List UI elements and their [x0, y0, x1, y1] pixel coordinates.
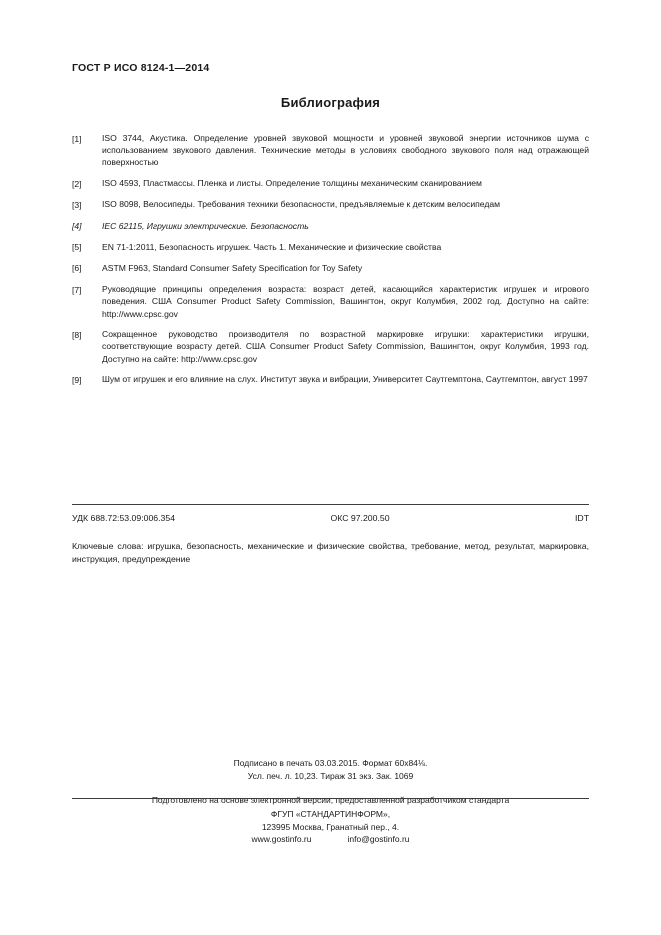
- idt-marker: IDT: [575, 513, 589, 523]
- page-title: Библиография: [280, 95, 381, 110]
- reference-text: ISO 3744, Акустика. Определение уровней звуковой мощности и уровней звуковой энергии источников шума с использованием звукового давления. Технические методы в условиях свободного звукового поля над отражающей поверхностью: [102, 133, 589, 168]
- oks-code: ОКС 97.200.50: [330, 513, 390, 523]
- publisher-name: ФГУП «СТАНДАРТИНФОРМ»,: [270, 809, 391, 819]
- reference-text: ASTM F963, Standard Consumer Safety Specification for Toy Safety: [102, 262, 363, 273]
- list-item: [72, 132, 589, 169]
- imprint-line-circulation: Усл. печ. л. 10,23. Тираж 31 экз. Зак. 1069: [247, 770, 414, 781]
- list-item: [72, 177, 589, 190]
- list-item: [72, 283, 589, 320]
- reference-text: ISO 4593, Пластмассы. Пленка и листы. Определение толщины механическим сканированием: [102, 178, 482, 189]
- reference-number: [2]: [72, 178, 82, 189]
- list-item: [72, 241, 589, 254]
- reference-number: [7]: [72, 284, 82, 295]
- imprint-line-print-date: Подписано в печать 03.03.2015. Формат 60х84⅛.: [233, 758, 428, 768]
- reference-text: EN 71-1:2011, Безопасность игрушек. Часть 1. Механические и физические свойства: [102, 241, 442, 252]
- reference-text: Шум от игрушек и его влияние на слух. Институт звука и вибрации, Университет Саутгемптона, Саутгемптон, август 1997: [102, 374, 588, 385]
- list-item: [72, 220, 589, 233]
- imprint-line-source: Подготовлено на основе электронной версии, предоставленной разработчиком стандарта: [151, 795, 510, 805]
- reference-number: [4]: [72, 221, 82, 232]
- reference-text: Руководящие принципы определения возраста: возраст детей, касающийся характеристик игрушек и игрового поведения. США Consumer Product Safety Commission, Вашингтон, округ Колумбия, 2002 год. Доступно на сайте: http://www.cpsc.gov: [102, 284, 589, 319]
- colophon-block: [0, 808, 661, 846]
- imprint-block: [0, 757, 661, 807]
- reference-number: [1]: [72, 133, 82, 144]
- reference-text: IEC 62115, Игрушки электрические. Безопасность: [102, 220, 309, 231]
- divider-bottom: [72, 798, 589, 799]
- list-item: [72, 262, 589, 275]
- reference-text: ISO 8098, Велосипеды. Требования техники безопасности, предъявляемые к детским велосипедам: [102, 199, 501, 210]
- publisher-address: 123995 Москва, Гранатный пер., 4.: [261, 821, 400, 832]
- keywords-paragraph: Ключевые слова: игрушка, безопасность, механические и физические свойства, требование, метод, результат, маркировка, инструкция, предупреждение: [72, 541, 589, 564]
- classification-row: [72, 513, 589, 523]
- list-item: [72, 373, 589, 386]
- reference-text: Сокращенное руководство производителя по возрастной маркировке игрушки: характеристики игрушки, соответствующие возрасту детей. США Consumer Product Safety Commission, Вашингтон, округ Колумбия, 1993 год. Доступно на сайте: http://www.cpsc.gov: [102, 329, 589, 364]
- udk-code: УДК 688.72:53.09:006.354: [72, 513, 176, 523]
- page-header: ГОСТ Р ИСО 8124-1—2014: [72, 62, 210, 74]
- list-item: [72, 198, 589, 211]
- publisher-email[interactable]: info@gostinfo.ru: [347, 834, 410, 845]
- reference-number: [8]: [72, 329, 82, 340]
- bibliography-list: [72, 132, 589, 386]
- publisher-website[interactable]: www.gostinfo.ru: [251, 834, 312, 845]
- reference-number: [5]: [72, 242, 82, 253]
- reference-number: [3]: [72, 199, 82, 210]
- reference-number: [9]: [72, 374, 82, 385]
- list-item: [72, 328, 589, 365]
- divider-top: [72, 504, 589, 505]
- reference-number: [6]: [72, 263, 82, 274]
- publisher-contacts: [0, 833, 661, 846]
